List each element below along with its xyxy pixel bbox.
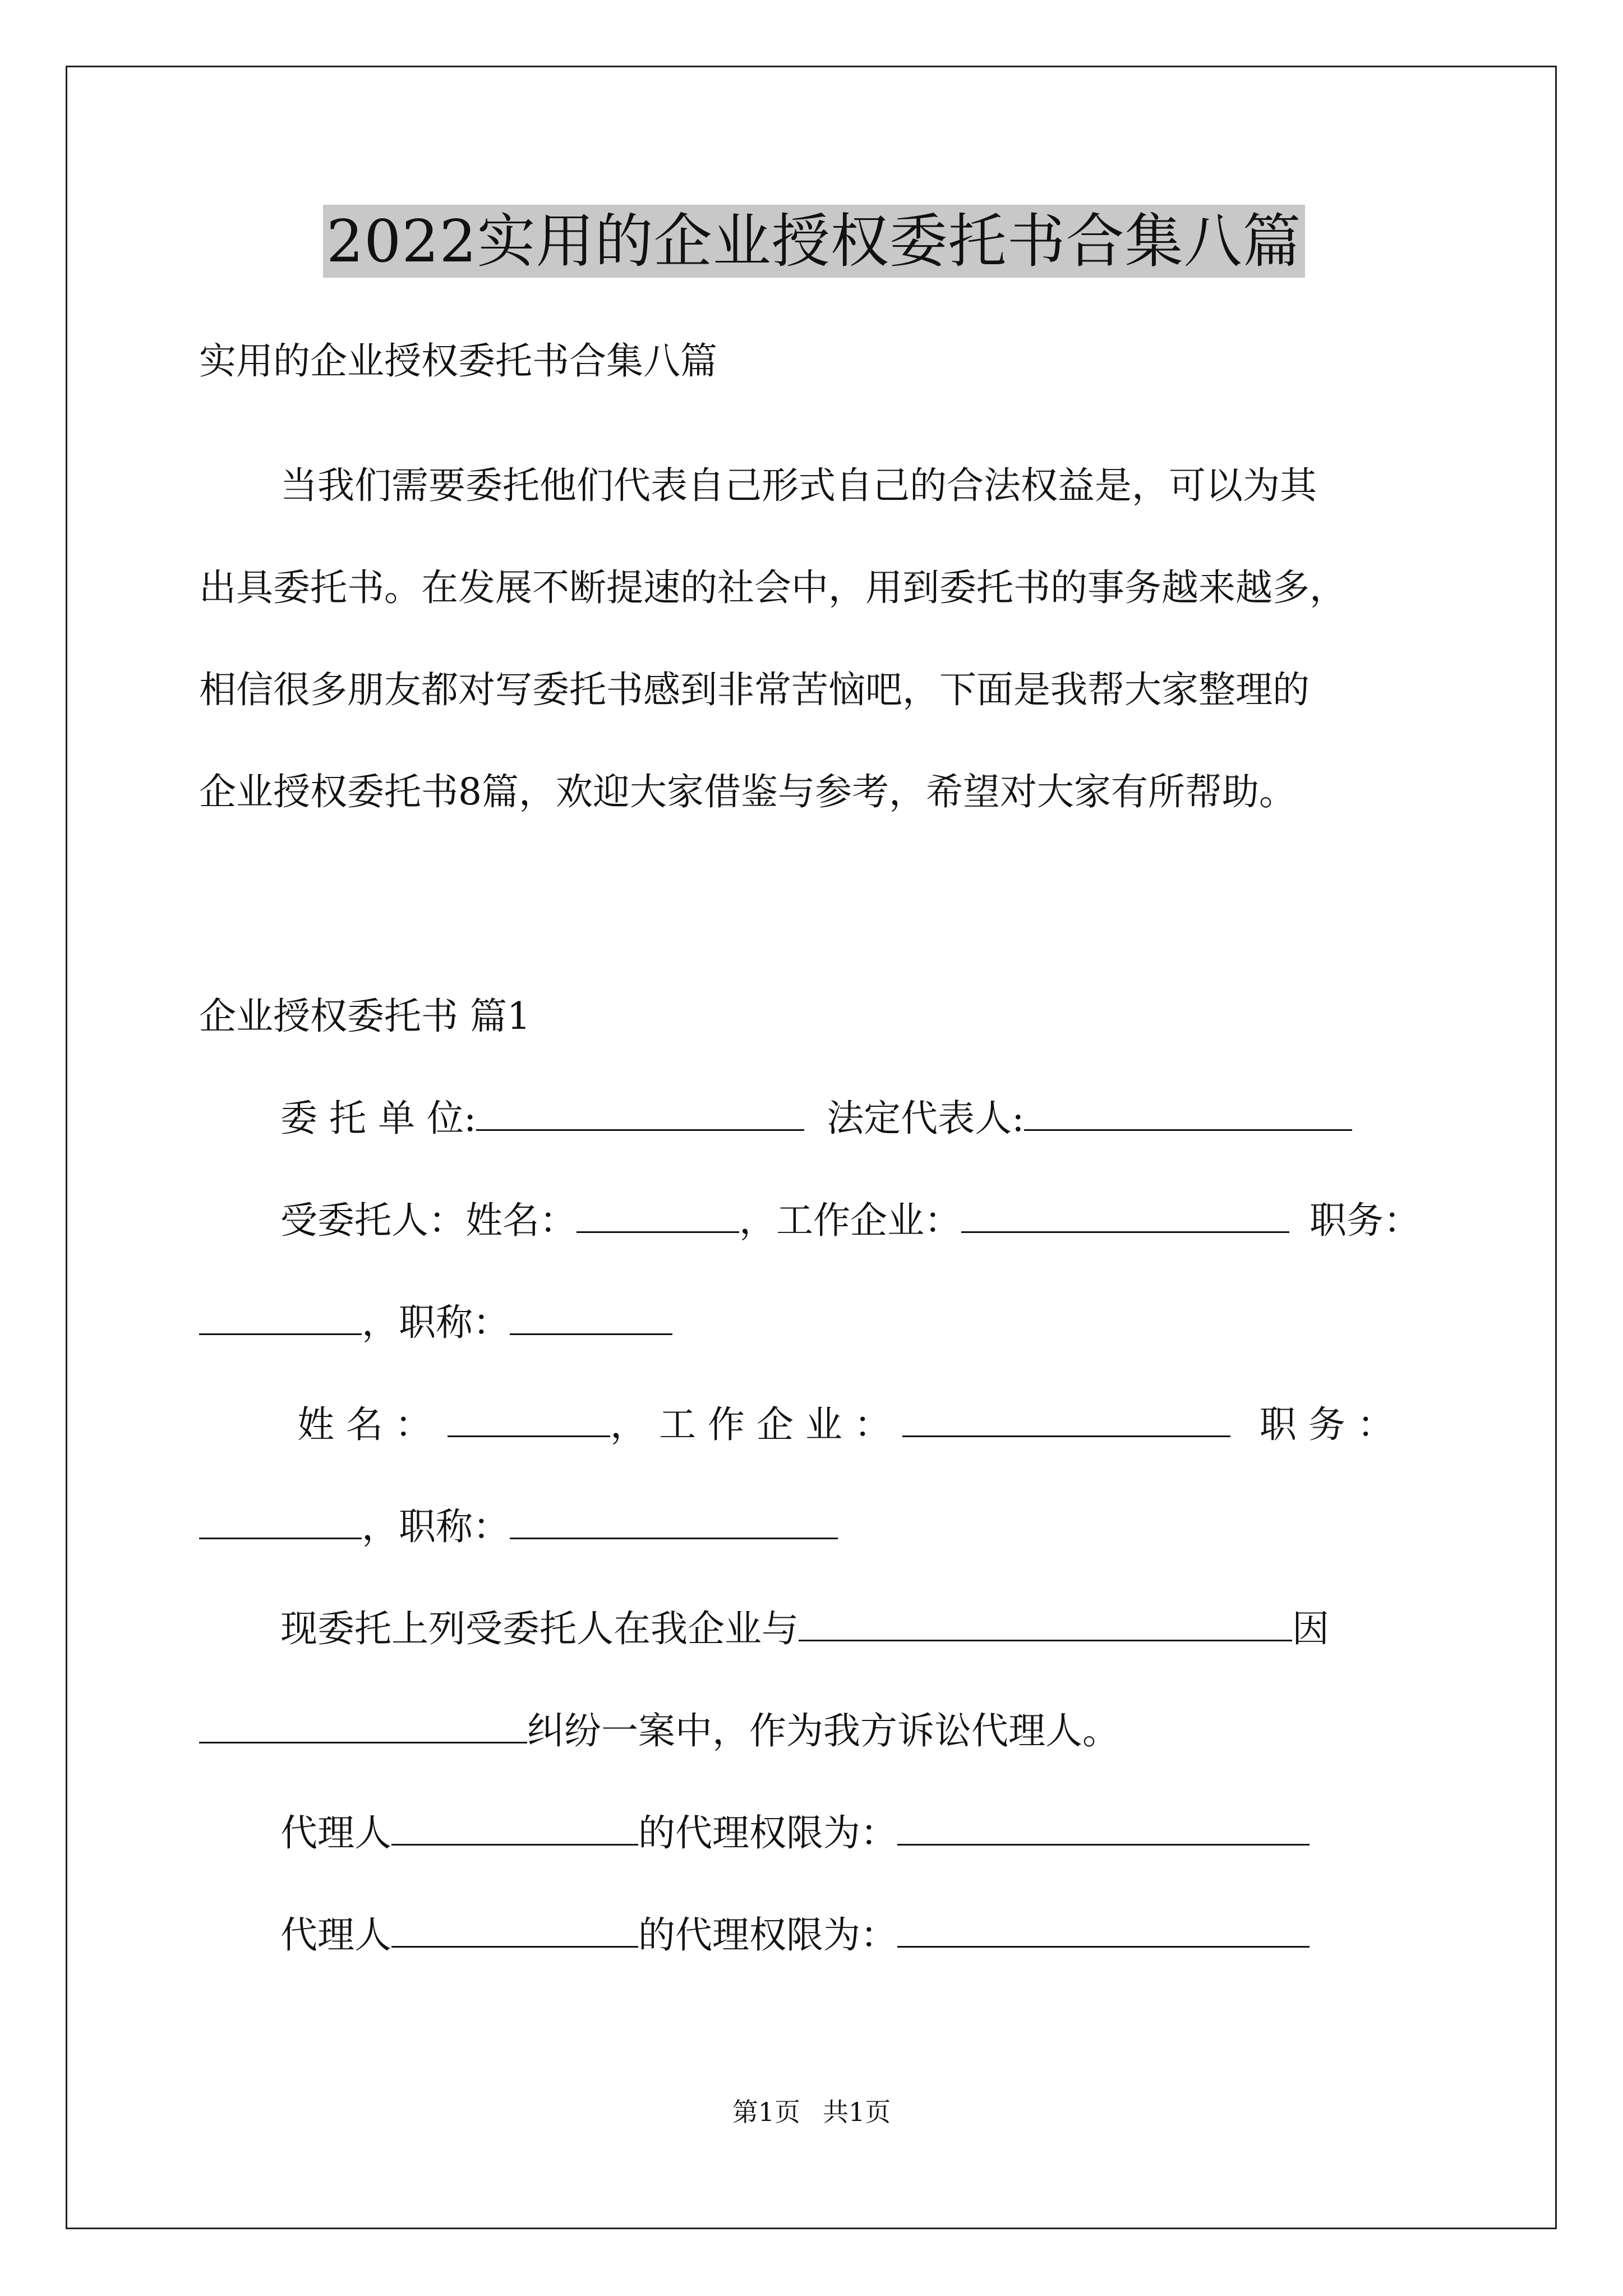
intro-line-4: 企业授权委托书8篇，欢迎大家借鉴与参考，希望对大家有所帮助。	[199, 770, 1296, 813]
intro-line-2: 出具委托书。在发展不断提速的社会中，用到委托书的事务越来越多，	[199, 566, 1347, 609]
unit-label: 委 托 单 位:	[280, 1097, 477, 1140]
agent2-title-blank	[510, 1505, 838, 1539]
agent2-name-blank	[448, 1403, 610, 1437]
form-row-proxy-2	[280, 1908, 1310, 1962]
page-total: 共1页	[823, 2097, 891, 2127]
form-row-proxy-1	[280, 1806, 1310, 1860]
proxy2-name-blank	[391, 1913, 638, 1948]
proxy1-prefix: 代理人	[280, 1811, 391, 1855]
agent2-name-label: 姓 名 ：	[297, 1403, 432, 1446]
page-footer	[0, 2095, 1623, 2129]
case-because: 因	[1292, 1607, 1329, 1650]
agent2-company-blank	[902, 1403, 1230, 1437]
document-title: 2022实用的企业授权委托书合集八篇	[323, 205, 1305, 278]
page-border	[66, 66, 1557, 2229]
page-number: 第1页	[732, 2097, 800, 2127]
proxy2-scope-blank	[897, 1913, 1310, 1948]
agent1-company-label: ，工作企业：	[739, 1199, 961, 1242]
case-suffix: 纠纷一案中，作为我方诉讼代理人。	[527, 1709, 1119, 1752]
agent2-position-blank	[199, 1505, 362, 1539]
agent1-name-blank	[577, 1199, 739, 1233]
legal-rep-label: 法定代表人:	[827, 1097, 1025, 1140]
form-row-agent1-cont	[199, 1296, 672, 1350]
agent1-title-blank	[510, 1301, 672, 1335]
agent1-position-blank	[199, 1301, 362, 1335]
case-prefix: 现委托上列受委托人在我企业与	[280, 1607, 799, 1650]
form-row-case-cont	[199, 1704, 1119, 1758]
section-heading: 企业授权委托书 篇1	[199, 995, 531, 1038]
unit-blank	[476, 1097, 804, 1131]
legal-rep-blank	[1024, 1097, 1352, 1131]
agent1-position-label: 职务：	[1310, 1199, 1421, 1242]
intro-line-1: 当我们需要委托他们代表自己形式自己的合法权益是，可以为其	[280, 464, 1317, 507]
form-row-case	[280, 1602, 1329, 1656]
form-row-unit	[280, 1092, 1352, 1145]
intro-line-3: 相信很多朋友都对写委托书感到非常苦恼吧，下面是我帮大家整理的	[199, 668, 1310, 711]
case-dispute-blank	[199, 1709, 527, 1743]
proxy1-suffix: 的代理权限为：	[638, 1811, 897, 1855]
proxy2-prefix: 代理人	[280, 1913, 391, 1957]
form-row-agent2-cont	[199, 1500, 838, 1554]
form-row-agent1	[280, 1194, 1421, 1248]
agent2-title-label: ，职称：	[362, 1505, 510, 1548]
agent1-title-label: ，职称：	[362, 1301, 510, 1344]
form-row-agent2	[297, 1398, 1394, 1452]
document-subtitle: 实用的企业授权委托书合集八篇	[199, 339, 717, 383]
agent2-company-label: ， 工 作 企 业 ：	[610, 1403, 891, 1446]
proxy1-name-blank	[391, 1811, 638, 1846]
agent1-company-blank	[961, 1199, 1289, 1233]
agent1-name-label: 受委托人：姓名：	[280, 1199, 577, 1242]
proxy1-scope-blank	[897, 1811, 1310, 1846]
proxy2-suffix: 的代理权限为：	[638, 1913, 897, 1957]
agent2-position-label: 职 务 ：	[1259, 1403, 1394, 1446]
case-party-blank	[799, 1607, 1292, 1641]
